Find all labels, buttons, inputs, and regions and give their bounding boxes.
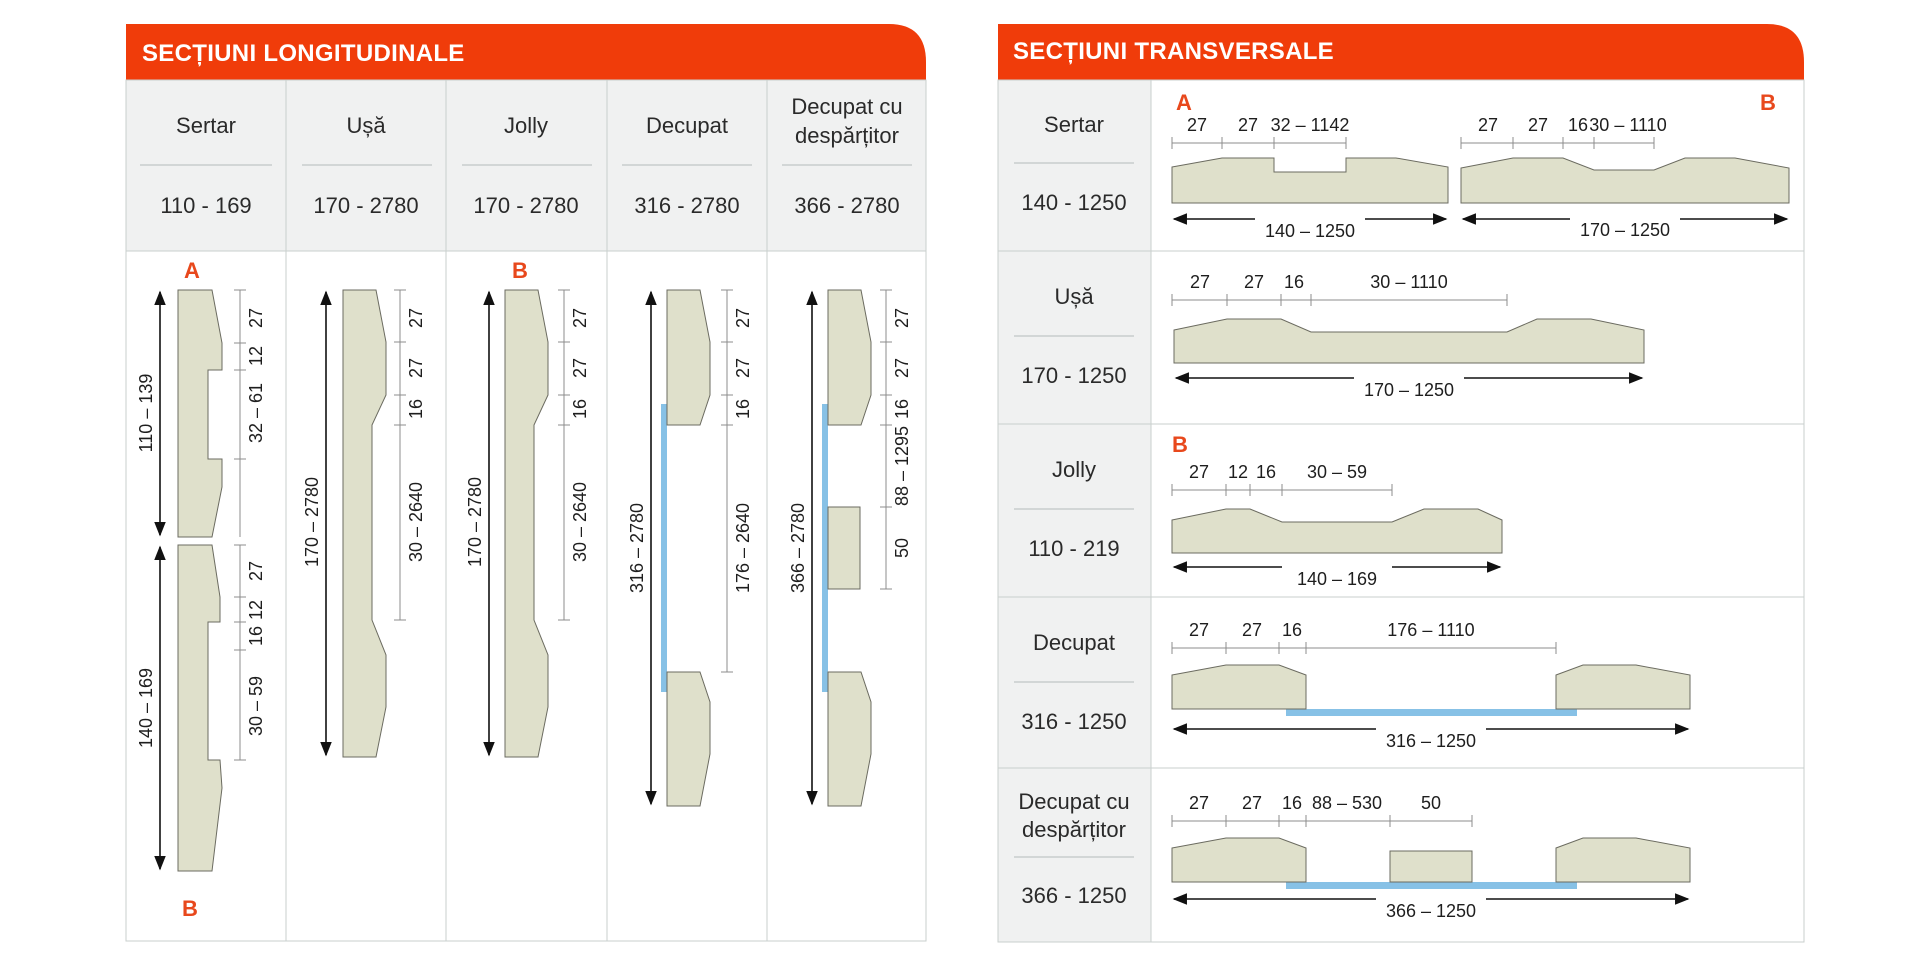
dim: 16 [733, 398, 753, 420]
total: 366 – 1250 [1385, 901, 1477, 921]
transversal-panel [998, 24, 1804, 942]
usa-longitudinal-drawing [302, 290, 426, 757]
glass-strip [822, 404, 828, 692]
dim: 30 – 1110 [1370, 272, 1448, 292]
transversal-title: SECȚIUNI TRANSVERSALE [1013, 38, 1334, 65]
dim: 30 – 59 [1306, 462, 1368, 482]
despartitor-longitudinal-drawing [788, 290, 912, 806]
row-range: 110 - 219 [1028, 536, 1120, 561]
dim: 30 – 2640 [570, 481, 590, 563]
profile [343, 290, 386, 757]
row-name: Decupat [1033, 630, 1115, 655]
dim: 30 – 59 [246, 675, 266, 737]
col-range: 366 - 2780 [794, 193, 900, 218]
dim: 27 [892, 357, 912, 379]
dim: 30 – 2640 [406, 481, 426, 563]
dim: 16 [892, 398, 912, 420]
total: 170 – 1250 [1579, 220, 1671, 240]
dim: 16 [1281, 793, 1303, 813]
col-name-line2: despărțitor [795, 123, 899, 148]
profile-bottom [828, 672, 871, 806]
label-b: B [182, 896, 198, 921]
dim: 27 [246, 560, 266, 582]
dim: 27 [1527, 115, 1549, 135]
dim: 16 [1281, 620, 1303, 640]
dim: 27 [1186, 115, 1208, 135]
dim: 16 [246, 625, 266, 647]
jolly-longitudinal-drawing [465, 258, 590, 757]
profile-right [1556, 838, 1690, 882]
dim: 27 [406, 307, 426, 329]
total: 366 – 2780 [788, 502, 808, 594]
decupat-longitudinal-drawing [627, 290, 753, 806]
usa-transversal-drawing [1172, 272, 1644, 403]
dim: 12 [246, 599, 266, 621]
dim: 27 [570, 357, 590, 379]
profile-left [1172, 838, 1306, 882]
dim: 27 [570, 307, 590, 329]
col-range: 170 - 2780 [313, 193, 419, 218]
col-range: 110 - 169 [160, 193, 252, 218]
profile-bottom [667, 672, 710, 806]
row-name-line2: despărțitor [1022, 817, 1126, 842]
dim: 88 – 530 [1311, 793, 1383, 813]
profile-bottom [178, 545, 222, 871]
col-name-line1: Decupat cu [791, 94, 903, 119]
row-name-line1: Decupat cu [1018, 789, 1130, 814]
profile-top [828, 290, 871, 425]
row-name: Sertar [1044, 112, 1104, 137]
dim: 27 [1188, 793, 1210, 813]
longitudinal-panel [126, 24, 926, 941]
profile-top [178, 290, 222, 537]
row-range: 366 - 1250 [1021, 883, 1127, 908]
top-total: 110 – 139 [136, 373, 156, 453]
glass-strip [661, 404, 667, 692]
decupat-transversal-drawing [1172, 620, 1690, 754]
col-name: Ușă [346, 113, 386, 138]
dim: 27 [1243, 272, 1265, 292]
profile [1172, 509, 1502, 553]
dim: 27 [1188, 462, 1210, 482]
dim: 16 [570, 398, 590, 420]
profile [505, 290, 548, 757]
row-name: Ușă [1054, 284, 1094, 309]
despartitor-transversal-drawing [1172, 793, 1690, 924]
dim: 27 [733, 357, 753, 379]
dim: 27 [1189, 272, 1211, 292]
col-range: 316 - 2780 [634, 193, 740, 218]
total: 140 – 169 [1296, 569, 1378, 589]
profile-b [1461, 158, 1789, 203]
dim: 27 [406, 357, 426, 379]
dim: 32 – 61 [246, 382, 266, 444]
dim: 12 [246, 345, 266, 367]
total: 316 – 2780 [627, 502, 647, 594]
dim: 27 [1241, 793, 1263, 813]
dim: 176 – 2640 [733, 502, 753, 594]
dim: 27 [246, 307, 266, 329]
total: 140 – 1250 [1264, 221, 1356, 241]
col-name: Sertar [176, 113, 236, 138]
dim: 27 [733, 307, 753, 329]
total: 170 – 2780 [465, 476, 485, 568]
dim: 27 [1241, 620, 1263, 640]
label-b: B [1760, 90, 1776, 115]
dim: 32 – 1142 [1270, 115, 1350, 135]
row-range: 170 - 1250 [1021, 363, 1127, 388]
profile-a [1172, 158, 1448, 203]
glass-strip [1286, 882, 1577, 889]
sertar-transversal-drawing [1172, 90, 1789, 244]
dim: 27 [892, 307, 912, 329]
glass-strip [1286, 709, 1577, 716]
dim: 16 [406, 398, 426, 420]
divider-profile [828, 507, 860, 589]
dim: 27 [1188, 620, 1210, 640]
dim: 27 [1477, 115, 1499, 135]
row-range: 140 - 1250 [1021, 190, 1127, 215]
label-b: B [512, 258, 528, 283]
dim: 12 [1227, 462, 1249, 482]
total: 170 – 2780 [302, 476, 322, 568]
dim: 30 – 1110 [1589, 115, 1667, 135]
col-range: 170 - 2780 [473, 193, 579, 218]
dim: 50 [1420, 793, 1442, 813]
label-a: A [184, 258, 200, 283]
row-range: 316 - 1250 [1021, 709, 1127, 734]
profile-right [1556, 665, 1690, 709]
col-name: Jolly [503, 113, 549, 138]
dim: 16 [1255, 462, 1277, 482]
dim: 50 [892, 537, 912, 559]
jolly-transversal-drawing [1172, 432, 1502, 592]
label-a: A [1176, 90, 1192, 115]
dim: 176 – 1110 [1387, 620, 1475, 640]
col-name: Decupat [646, 113, 728, 138]
total: 316 – 1250 [1385, 731, 1477, 751]
dim: 27 [1237, 115, 1259, 135]
longitudinal-title: SECȚIUNI LONGITUDINALE [142, 40, 465, 67]
dim: 88 – 1295 [892, 425, 912, 507]
profile [1174, 319, 1644, 363]
profile-top [667, 290, 710, 425]
dim: 16 [1567, 115, 1589, 135]
profile-left [1172, 665, 1306, 709]
total: 170 – 1250 [1363, 380, 1455, 400]
row-name: Jolly [1051, 457, 1097, 482]
divider-profile [1390, 851, 1472, 882]
bottom-total: 140 – 169 [136, 667, 156, 749]
sertar-longitudinal-drawing [136, 258, 266, 921]
dim: 16 [1283, 272, 1305, 292]
label-b: B [1172, 432, 1188, 457]
